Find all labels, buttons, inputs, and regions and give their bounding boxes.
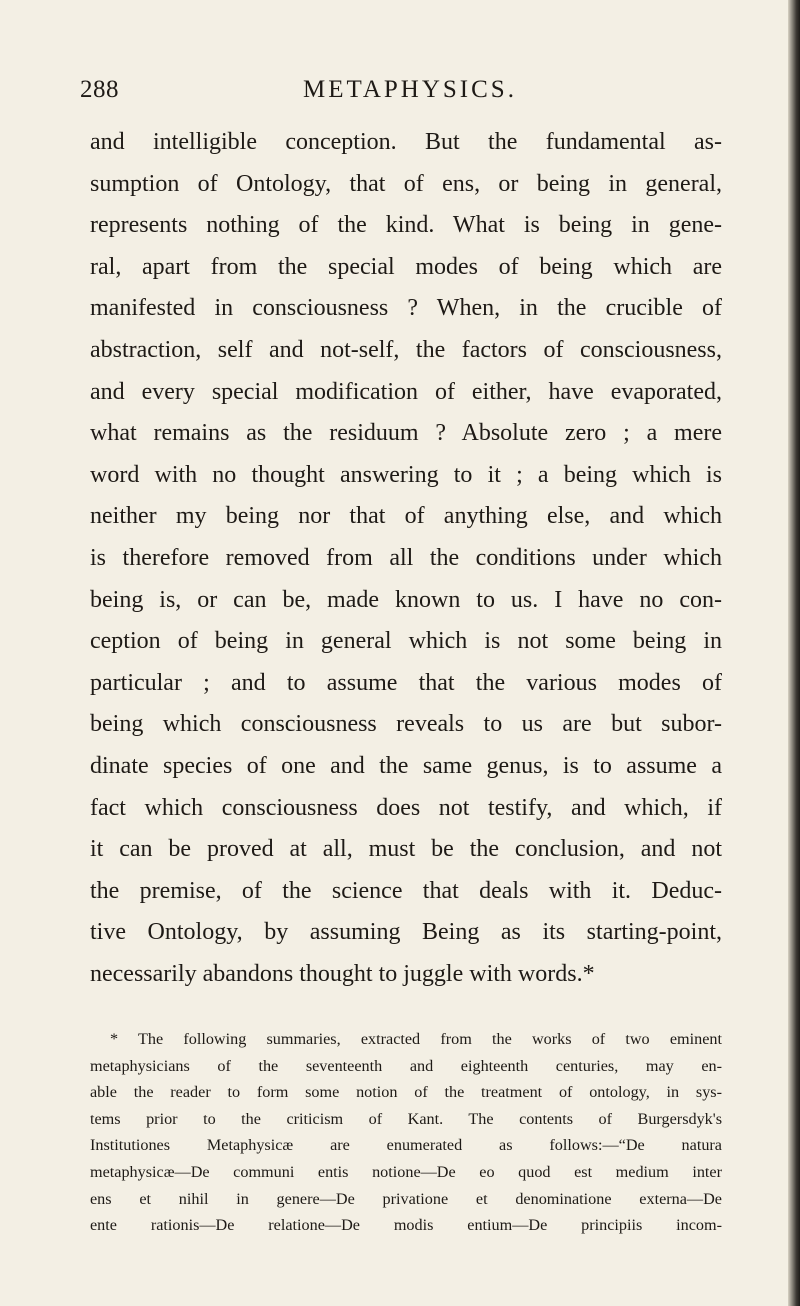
body-line: it can be proved at all, must be the conclusion, and not <box>90 836 722 863</box>
footnote-line: tems prior to the criticism of Kant. The contents of Burgersdyk's <box>90 1109 722 1128</box>
body-line: word with no thought answering to it ; a being which is <box>90 461 722 488</box>
body-line: represents nothing of the kind. What is being in gene- <box>90 212 722 239</box>
body-line: is therefore removed from all the conditions under which <box>90 544 722 571</box>
footnote-line: metaphysicæ—De communi entis notione—De eo quod est medium inter <box>90 1162 722 1181</box>
page-header <box>80 76 740 116</box>
body-line: and every special modification of either, have evaporated, <box>90 378 722 405</box>
body-line: what remains as the residuum ? Absolute zero ; a mere <box>90 420 722 447</box>
body-line: the premise, of the science that deals with it. Deduc- <box>90 877 722 904</box>
body-line: neither my being nor that of anything else, and which <box>90 503 722 530</box>
footnote-line: able the reader to form some notion of the treatment of ontology, in sys- <box>90 1083 722 1102</box>
body-line: fact which consciousness does not testify, and which, if <box>90 794 722 821</box>
running-title: METAPHYSICS. <box>303 76 517 103</box>
page-number: 288 <box>80 76 119 103</box>
body-line: dinate species of one and the same genus, is to assume a <box>90 752 722 779</box>
footnote-line: * The following summaries, extracted from the works of two eminent <box>110 1030 722 1048</box>
footnote-line: Institutiones Metaphysicæ are enumerated as follows:—“De natura <box>90 1136 722 1155</box>
footnote-line: ens et nihil in genere—De privatione et denominatione externa—De <box>90 1189 722 1208</box>
body-paragraph <box>90 122 722 995</box>
footnote-line: metaphysicians of the seventeenth and eighteenth centuries, may en- <box>90 1056 722 1075</box>
footnote-line: ente rationis—De relatione—De modis entium—De principiis incom- <box>90 1216 722 1235</box>
book-spine-edge <box>788 0 800 1306</box>
body-line: manifested in consciousness ? When, in the crucible of <box>90 295 722 322</box>
body-line: ception of being in general which is not some being in <box>90 628 722 655</box>
body-line: particular ; and to assume that the various modes of <box>90 669 722 696</box>
body-line: necessarily abandons thought to juggle with words.* <box>90 960 595 987</box>
body-line: ral, apart from the special modes of being which are <box>90 253 722 280</box>
body-line: abstraction, self and not-self, the factors of consciousness, <box>90 336 722 363</box>
body-line: tive Ontology, by assuming Being as its starting-point, <box>90 919 722 946</box>
body-line: and intelligible conception. But the fundamental as- <box>90 129 722 155</box>
body-line: being is, or can be, made known to us. I have no con- <box>90 586 722 613</box>
body-line: sumption of Ontology, that of ens, or being in general, <box>90 170 722 197</box>
body-line: being which consciousness reveals to us are but subor- <box>90 711 722 738</box>
footnote <box>90 1026 722 1239</box>
